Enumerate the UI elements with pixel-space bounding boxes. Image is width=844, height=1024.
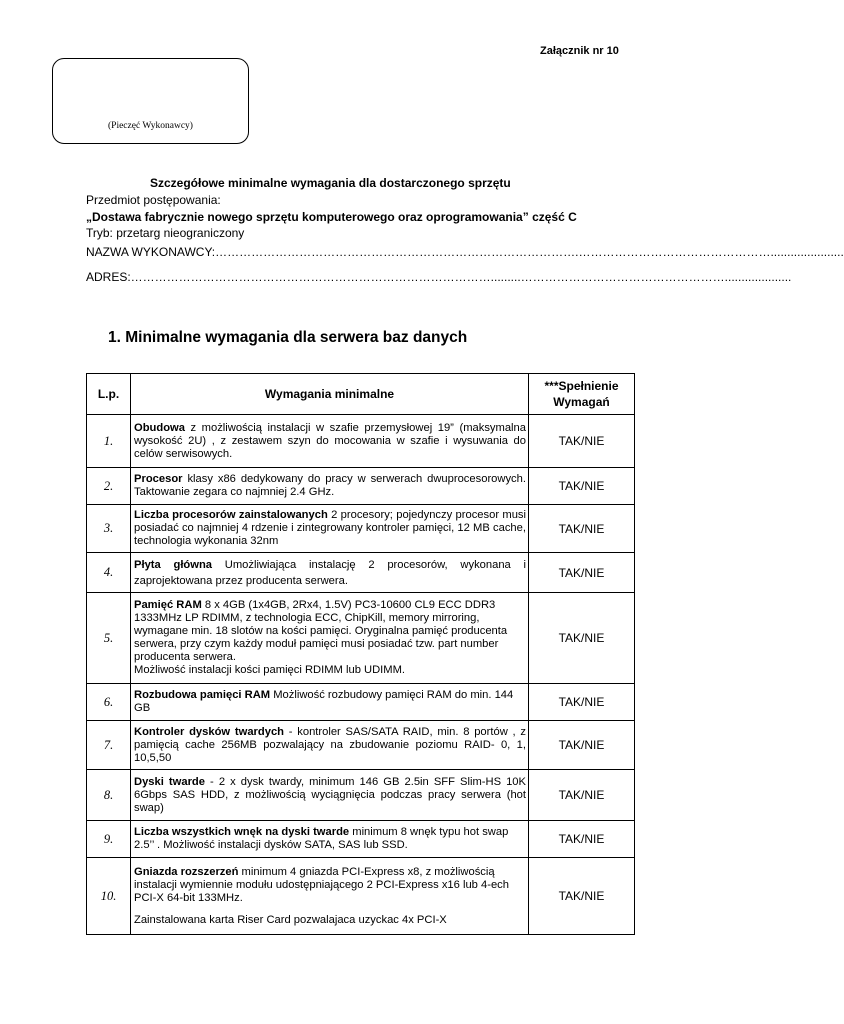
requirement-extra: Zainstalowana karta Riser Card pozwalajaca uzyckac 4x PCI-X xyxy=(134,913,447,926)
requirement-name: Pamięć RAM xyxy=(134,599,202,611)
table-row xyxy=(87,505,635,553)
requirement-text: Umożliwiająca instalację 2 procesorów, wykonana i zaprojektowana przez producenta serwera. xyxy=(134,558,526,587)
requirement-name: Płyta główna xyxy=(134,558,213,571)
row-number: 6. xyxy=(87,684,131,721)
row-number: 7. xyxy=(87,721,131,770)
compliance-cell: TAK/NIE xyxy=(529,684,635,721)
requirement-cell xyxy=(131,553,529,593)
row-number: 10. xyxy=(87,858,131,935)
contractor-name-field: NAZWA WYKONAWCY:……………………………………………………………………………….…………………………………………...................... xyxy=(86,245,844,259)
requirements-table xyxy=(86,373,635,935)
compliance-cell: TAK/NIE xyxy=(529,770,635,821)
header-lp: L.p. xyxy=(87,374,131,415)
requirement-name: Obudowa xyxy=(134,421,185,434)
requirement-text: minimum 8 wnęk typu hot swap 2.5’’ . Możliwość instalacji dysków SATA, SAS lub SSD. xyxy=(134,826,509,851)
requirement-cell xyxy=(131,593,529,684)
subject-value: „Dostawa fabrycznie nowego sprzętu komputerowego oraz oprogramowania” część C xyxy=(86,210,577,224)
table-row xyxy=(87,684,635,721)
section-title: 1. Minimalne wymagania dla serwera baz danych xyxy=(108,329,468,346)
requirement-name: Liczba wszystkich wnęk na dyski twarde xyxy=(134,826,350,838)
requirement-name: Rozbudowa pamięci RAM xyxy=(134,689,271,701)
requirement-text: z możliwością instalacji w szafie przemysłowej 19” (maksymalna wysokość 2U) , z zestawem szyn do mocowania w szafie i wysuwania do celów serwisowych. xyxy=(134,421,526,460)
row-number: 9. xyxy=(87,821,131,858)
requirement-cell xyxy=(131,505,529,553)
requirement-extra: Możliwość instalacji kości pamięci RDIMM lub UDIMM. xyxy=(134,664,406,676)
table-row xyxy=(87,770,635,821)
subject-label: Przedmiot postępowania: xyxy=(86,193,221,207)
requirement-name: Kontroler dysków twardych xyxy=(134,725,285,738)
requirement-text: klasy x86 dedykowany do pracy w serwerach dwuprocesorowych. Taktowanie zegara co najmniej 2.4 GHz. xyxy=(134,473,526,498)
requirement-cell xyxy=(131,468,529,505)
table-row xyxy=(87,858,635,935)
requirement-cell xyxy=(131,415,529,468)
requirement-text: minimum 4 gniazda PCI-Express x8, z możliwością instalacji wymiennie modułu udostępniającego 2 PCI-Express x16 lub 4-ech PCI-X 64-bit 133MHz. xyxy=(134,865,509,904)
row-number: 5. xyxy=(87,593,131,684)
requirement-cell xyxy=(131,684,529,721)
requirement-name: Dyski twarde xyxy=(134,775,205,788)
annex-number: Załącznik nr 10 xyxy=(540,45,619,57)
document-heading: Szczegółowe minimalne wymagania dla dostarczonego sprzętu xyxy=(150,176,511,190)
compliance-cell: TAK/NIE xyxy=(529,505,635,553)
requirement-name: Liczba procesorów zainstalowanych xyxy=(134,509,328,521)
table-row xyxy=(87,721,635,770)
table-row xyxy=(87,468,635,505)
requirement-cell xyxy=(131,770,529,821)
table-header-row xyxy=(87,374,635,415)
address-field: ADRES:……………………………………………………………………………….........…………………………………………….................... xyxy=(86,270,792,284)
compliance-cell: TAK/NIE xyxy=(529,553,635,593)
requirement-cell xyxy=(131,858,529,935)
requirement-text: Możliwość rozbudowy pamięci RAM do min. 144 GB xyxy=(134,689,514,714)
requirement-name: Procesor xyxy=(134,473,183,485)
compliance-cell: TAK/NIE xyxy=(529,858,635,935)
requirement-text: - 2 x dysk twardy, minimum 146 GB 2.5in SFF Slim-HS 10K 6Gbps SAS HDD, z możliwością wyciągnięcia podczas pracy serwera (hot swap) xyxy=(134,775,526,814)
header-requirements: Wymagania minimalne xyxy=(131,374,529,415)
table-row xyxy=(87,821,635,858)
row-number: 1. xyxy=(87,415,131,468)
header-compliance: ***Spełnienie Wymagań xyxy=(529,374,635,415)
compliance-cell: TAK/NIE xyxy=(529,415,635,468)
row-number: 3. xyxy=(87,505,131,553)
compliance-cell: TAK/NIE xyxy=(529,721,635,770)
row-number: 2. xyxy=(87,468,131,505)
table-row xyxy=(87,593,635,684)
compliance-cell: TAK/NIE xyxy=(529,821,635,858)
contractor-stamp-box xyxy=(52,58,249,144)
requirement-text: 8 x 4GB (1x4GB, 2Rx4, 1.5V) PC3-10600 CL9 ECC DDR3 1333MHz LP RDIMM, z technologia ECC, ChipKill, memory mirroring, wymagane min. 18 slotów na kości pamięci. Oryginalna pamięć producenta serwera, przy czym każdy moduł pamięci musi posiadać tzw. part number producenta serwera. xyxy=(134,599,508,663)
requirement-cell xyxy=(131,721,529,770)
procedure-mode: Tryb: przetarg nieograniczony xyxy=(86,226,245,240)
requirement-text: - kontroler SAS/SATA RAID, min. 8 portów , z pamięcią cache 256MB pozwalający na zbudowanie poziomu RAID- 0, 1, 10,5,50 xyxy=(134,725,526,764)
requirement-cell xyxy=(131,821,529,858)
requirement-name: Gniazda rozszerzeń xyxy=(134,865,239,878)
compliance-cell: TAK/NIE xyxy=(529,468,635,505)
stamp-label: (Pieczęć Wykonawcy) xyxy=(108,121,193,131)
requirement-text: 2 procesory; pojedynczy procesor musi posiadać co najmniej 4 rdzenie i zintegrowany kontroler pamięci, 12 MB cache, technologia wykonania 32nm xyxy=(134,509,526,547)
row-number: 8. xyxy=(87,770,131,821)
table-row xyxy=(87,553,635,593)
table-row xyxy=(87,415,635,468)
row-number: 4. xyxy=(87,553,131,593)
compliance-cell: TAK/NIE xyxy=(529,593,635,684)
